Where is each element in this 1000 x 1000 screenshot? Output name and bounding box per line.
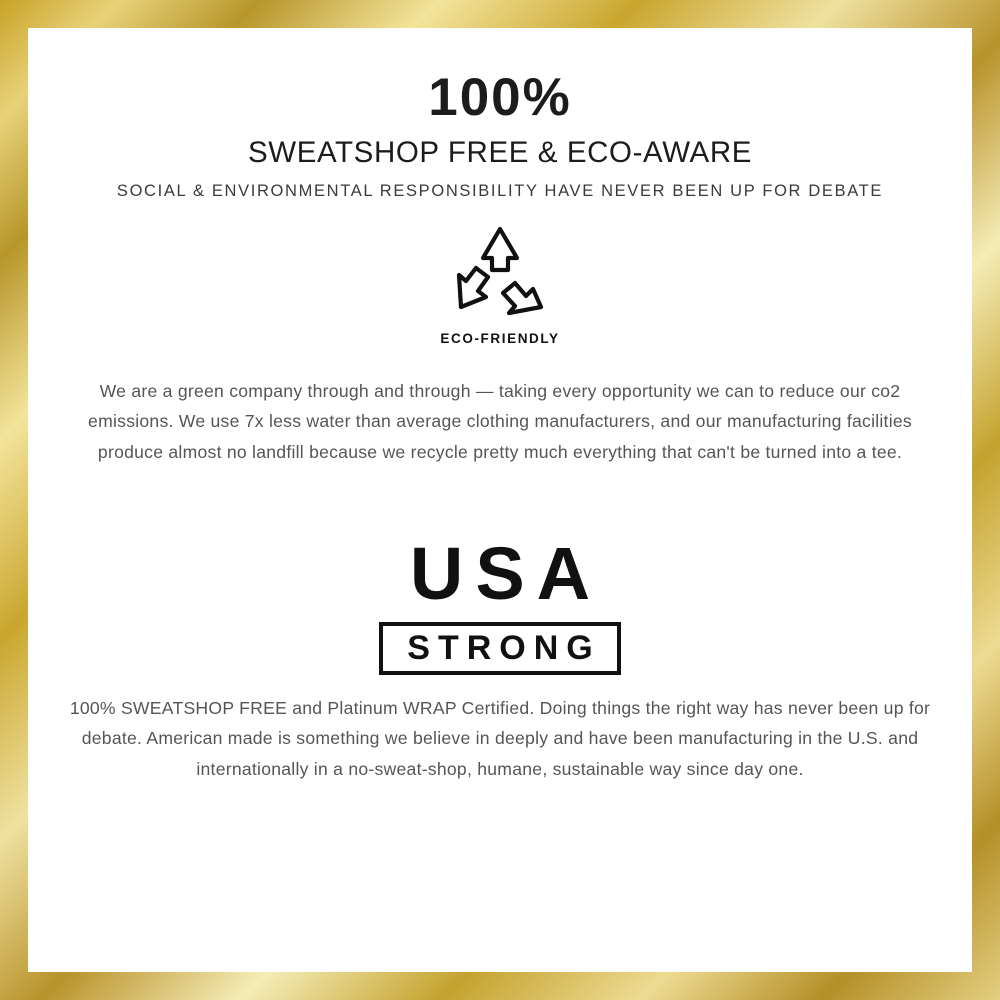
strong-badge (379, 622, 620, 675)
eco-friendly-badge (50, 223, 950, 346)
page-canvas (28, 28, 972, 972)
page-title-percent: 100% (428, 68, 572, 127)
usa-strong-logo (50, 532, 950, 674)
eco-body-text: We are a green company through and through — taking every opportunity we can to reduce our co2 emissions. We use 7x less water than average clothing manufacturers, and our manufacturing facilities produce almost no landfill because we recycle pretty much everything that can't be turned into a tee. (88, 380, 912, 462)
page-subtitle: SWEATSHOP FREE & ECO-AWARE (247, 135, 753, 169)
usa-body-text: 100% SWEATSHOP FREE and Platinum WRAP Certified. Doing things the right way has never been up for debate. American made is something we believe in deeply and have been manufacturing in the U.S. and internationally in a no-sweat-shop, humane, sustainable way since day one. (69, 697, 931, 779)
recycle-icon (445, 223, 555, 323)
content-area (28, 28, 972, 785)
usa-wordmark: USA (409, 532, 603, 616)
eco-friendly-label: ECO-FRIENDLY (440, 330, 560, 346)
strong-wordmark: STRONG (407, 628, 601, 667)
page-tagline: SOCIAL & ENVIRONMENTAL RESPONSIBILITY HAVE NEVER BEEN UP FOR DEBATE (116, 181, 884, 200)
